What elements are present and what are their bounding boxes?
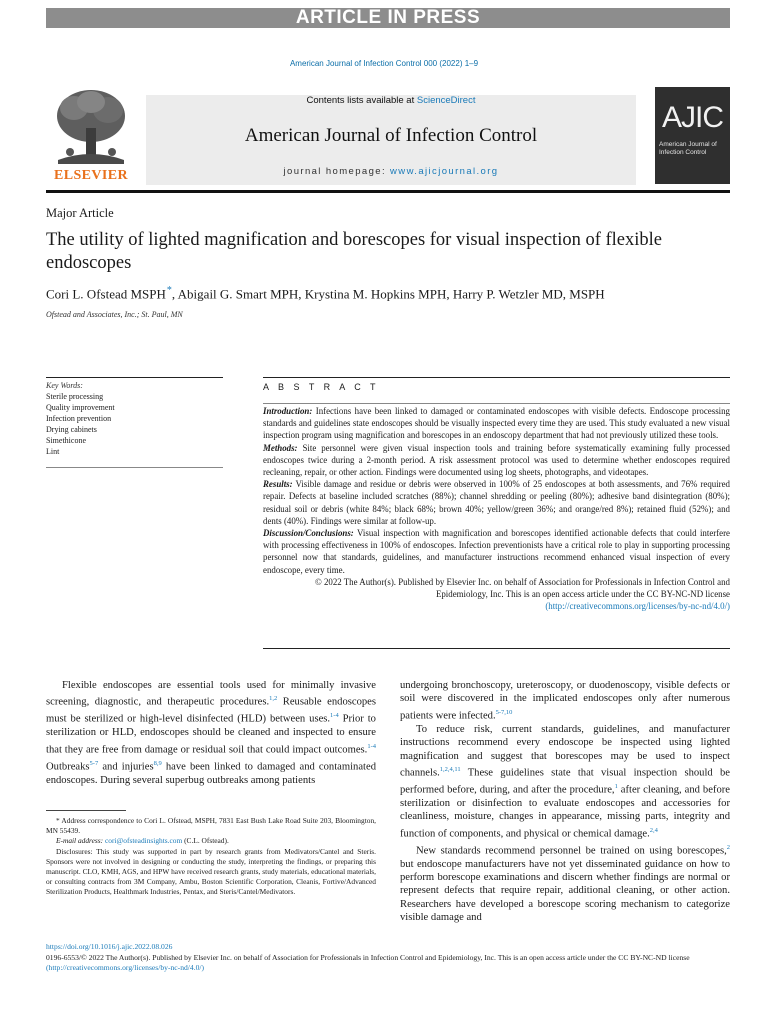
body-text: Flexible endoscopes are essential tools used for minimally invasive screening, diagnostic, and therapeutic procedures.: [46, 680, 376, 708]
email-label: E-mail address:: [56, 836, 105, 846]
body-text: undergoing bronchoscopy, ureteroscopy, or duodenoscopy, visible defects or soil were discovered in the implicated endoscopes only after numerous patients were infected.: [400, 680, 730, 722]
elsevier-logo[interactable]: [46, 86, 136, 184]
page-footer: [46, 942, 730, 974]
journal-citation-link[interactable]: American Journal of Infection Control 000 (2022) 1–9: [289, 59, 479, 68]
footnotes: [46, 816, 376, 898]
body-column-right: [400, 679, 730, 925]
reference-link[interactable]: 8,9: [153, 759, 162, 767]
elsevier-wordmark: ELSEVIER: [53, 168, 128, 183]
issn-text: 0196-6553/© 2022 The Author(s). Published by Elsevier Inc. on behalf of Association for Professionals in Infection Control and Epidemiology, Inc. This is an open access article under the CC BY-NC-ND license: [46, 952, 690, 962]
abstract-top-rule: [263, 377, 730, 378]
journal-homepage: [146, 166, 636, 177]
footnote-rule: [46, 810, 126, 811]
keyword-item: Infection prevention: [46, 414, 112, 423]
body-column-left: [46, 679, 376, 787]
keywords-bottom-rule: [46, 467, 223, 468]
keyword-item: Quality improvement: [46, 403, 115, 412]
intro-text: Infections have been linked to damaged or contaminated endoscopes with visible defects. Endoscope processing standards and guidelines state endoscopes should be visually inspected every time they are used. This study evaluated a new visual inspection program using magnification and borescopes in an endoscopy department that had not previously utilized these tools.: [263, 406, 730, 441]
body-paragraph: [46, 679, 376, 787]
email-link[interactable]: cori@ofsteadinsights.com: [105, 836, 183, 846]
body-paragraph: [400, 841, 730, 925]
body-text: Outbreaks: [46, 761, 90, 773]
disclosures-note: Disclosures: This study was supported in part by research grants from Medivators/Cantel and Steris. Sponsors were not involved in designing or conducting the study, interpreting the findings, or preparing this manuscript. CLO, KMH, AGS, and HPW have received research grants, study materials, educational materials, or consulting contracts from 3M Company, Ambu, Boston Scientific Corporation, Cleanis, Fortive/Advanced Sterilization Products, Healthmark Industries, Pentax, and Steris/Cantel/Medivators.: [46, 846, 376, 897]
license-link[interactable]: (http://creativecommons.org/licenses/by-nc-nd/4.0/): [545, 601, 730, 612]
intro-label: Introduction:: [263, 406, 313, 416]
email-tail: (C.L. Ofstead).: [182, 836, 229, 846]
abstract-body: [263, 405, 730, 612]
article-title: The utility of lighted magnification and borescopes for visual inspection of flexible endoscopes: [46, 230, 662, 273]
article-in-press-banner: ARTICLE IN PRESS: [46, 8, 730, 28]
discussion-text: Visual inspection with magnification and borescopes identified actionable defects that could interfere with processing effectiveness in 100% of endoscopes. Infection preventionists have a critical role to play in supporting processing personnel now that standards, guidelines, and manufacturer instructions recommend enhanced visual inspection of every endoscope, every time.: [263, 528, 730, 575]
keyword-item: Lint: [46, 447, 60, 456]
methods-label: Methods:: [263, 442, 298, 453]
body-paragraph: [400, 679, 730, 723]
keyword-item: Simethicone: [46, 436, 86, 445]
reference-link[interactable]: 5-7,10: [495, 708, 513, 716]
abstract-copyright: [263, 576, 730, 613]
corresponding-star-link[interactable]: *: [166, 285, 172, 296]
journal-title: American Journal of Infection Control: [244, 125, 538, 146]
correspondence-note: * Address correspondence to Cori L. Ofstead, MSPH, 7831 East Bush Lake Road Suite 203, Bloomington, MN 55439.: [46, 816, 376, 836]
keyword-item: Sterile processing: [46, 392, 104, 401]
journal-cover-thumbnail[interactable]: [655, 87, 730, 184]
elsevier-tree-icon: [46, 86, 136, 168]
contents-line: [146, 95, 636, 106]
sciencedirect-link[interactable]: ScienceDirect: [416, 95, 476, 106]
journal-header: [146, 95, 636, 185]
reference-link[interactable]: 2,4: [649, 826, 658, 834]
cover-logo-text: AJIC: [661, 101, 723, 134]
reference-link[interactable]: 2: [726, 843, 730, 851]
header-divider: [46, 190, 730, 193]
results-label: Results:: [263, 479, 293, 490]
homepage-link[interactable]: www.ajicjournal.org: [390, 166, 499, 177]
abstract-results: [263, 478, 730, 527]
reference-link[interactable]: 5-7: [89, 759, 99, 767]
body-text: These guidelines state that visual inspection should be performed before, during, and after the procedure,: [400, 767, 730, 796]
body-text: To reduce risk, current standards, guidelines, and manufacturer instructions recommend every endoscope be inspected using lighted magnification and suggest that borescopes may be used to inspect channels.: [400, 723, 730, 779]
body-text: New standards recommend personnel be trained on using borescopes,: [416, 845, 727, 857]
copyright-text: © 2022 The Author(s). Published by Elsevier Inc. on behalf of Association for Professionals in Infection Control and Epidemiology, Inc. This is an open access article under the CC BY-NC-ND license: [314, 576, 730, 600]
contents-prefix: Contents lists available at: [306, 95, 417, 106]
doi-link[interactable]: https://doi.org/10.1016/j.ajic.2022.08.026: [46, 942, 173, 951]
reference-link[interactable]: 1-4: [367, 742, 376, 750]
cover-subtitle: American Journal of Infection Control: [659, 141, 717, 156]
body-text: Prior to sterilization or HLD, endoscopes should be cleaned and inspected to ensure that they are free from damage or residual soil that could impact outcomes.: [46, 713, 376, 756]
keyword-item: Drying cabinets: [46, 425, 97, 434]
article-type: Major Article: [46, 206, 114, 220]
body-text: have been linked to damaged and contaminated endoscopes. During several superbug outbreaks among patients: [46, 761, 376, 786]
results-text: Visible damage and residue or debris were observed in 100% of 25 endoscopes at both assessments, and 76% required repair. Defects at baseline included scratches (88%); channel shredding or peeling (80%); adhesive band disintegration (80%); residual soil or debris (white 84%; black 68%; brown 40%; yellow/green 36%; and orange/red 8%); retained fluid (52%); and dents (40%). Findings were similar at follow-up.: [263, 479, 730, 526]
email-note: [46, 836, 376, 846]
abstract-heading: A B S T R A C T: [263, 382, 380, 392]
issn-line: [46, 953, 730, 974]
footer-license-link[interactable]: (http://creativecommons.org/licenses/by-nc-nd/4.0/): [46, 963, 205, 972]
reference-link[interactable]: 1: [614, 782, 618, 790]
methods-text: Site personnel were given visual inspection tools and training before systematically examining fully processed endoscopes twice during a 2-month period. A risk assessment protocol was used to determine whether endoscopes required recleaning, repair, or other action. Findings were documented using log sheets, photographs, and videotapes.: [263, 442, 730, 478]
abstract-introduction: [263, 405, 730, 442]
abstract-methods: [263, 442, 730, 479]
author-corresponding[interactable]: Cori L. Ofstead MSPH: [46, 286, 166, 302]
keywords-panel: [46, 380, 223, 457]
body-text: Reusable endoscopes must be sterilized or high-level disinfected (HLD) between uses.: [46, 696, 377, 725]
abstract-heading-rule: [263, 403, 730, 404]
body-paragraph: [400, 723, 730, 841]
keywords-heading: Key Words:: [46, 381, 83, 390]
abstract-discussion: [263, 527, 730, 576]
homepage-prefix: journal homepage:: [283, 166, 391, 177]
abstract-bottom-rule: [263, 648, 730, 649]
author-others[interactable]: , Abigail G. Smart MPH, Krystina M. Hopkins MPH, Harry P. Wetzler MD, MSPH: [171, 286, 605, 302]
keywords-top-rule: [46, 377, 223, 378]
body-text: and injuries: [98, 761, 154, 773]
affiliation: Ofstead and Associates, Inc.; St. Paul, MN: [46, 310, 183, 319]
discussion-label: Discussion/Conclusions:: [263, 528, 354, 539]
body-text: but endoscope manufacturers have not yet disseminated guidance on how to perform borescope examinations and discern whether findings are normal or represent defects that require repair, additional cleaning, or other action. Researchers have developed a borescope scoring mechanism to categorize visible damage and: [400, 858, 730, 924]
reference-link[interactable]: 1-4: [330, 712, 339, 720]
reference-link[interactable]: 1,2: [269, 695, 278, 703]
reference-link[interactable]: 1,2,4,11: [439, 765, 461, 773]
body-text: after cleaning, and before sterilization or disinfection to evaluate endoscopes and accessories for cleanliness, moisture, changes in appearance, missing parts, integrity and function of components, and physical or chemical damage.: [400, 784, 730, 840]
author-list: [46, 285, 730, 302]
